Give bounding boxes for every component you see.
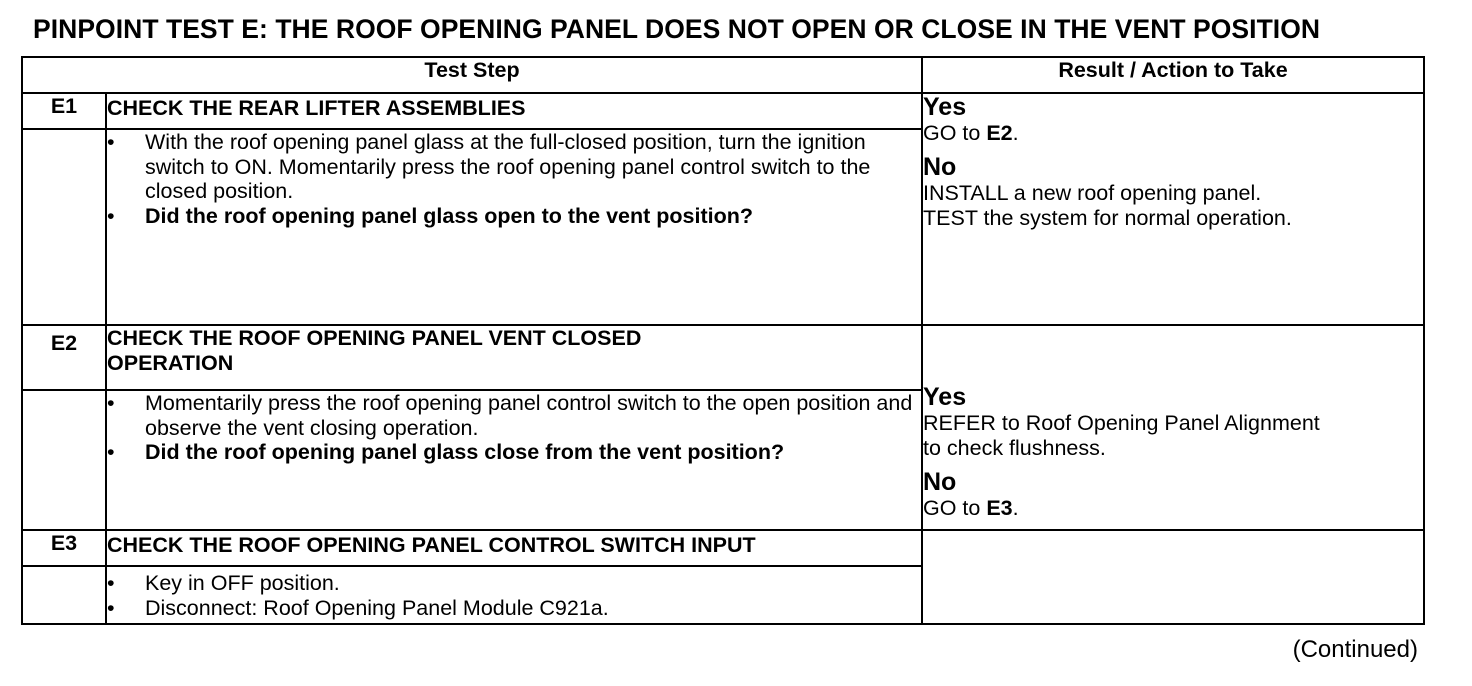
bullet-item: • Did the roof opening panel glass close from the vent position? [107,440,785,464]
step-detail [106,390,922,530]
yes-action-line-1: REFER to Roof Opening Panel Alignment [923,411,1320,435]
step-ref: E3 [986,496,1013,520]
no-action-line-1: INSTALL a new roof opening panel. [923,181,1262,205]
no-action-line-2: TEST the system for normal operation. [923,206,1292,230]
no-label: No [923,153,957,181]
pinpoint-test-table [21,56,1425,625]
step-ref: E2 [986,121,1013,145]
step-id-blank [22,129,106,325]
test-step-header: Test Step [22,57,922,93]
result-header: Result / Action to Take [922,57,1424,93]
yes-action-line-2: to check flushness. [923,436,1106,460]
step-id: E1 [22,93,106,129]
step-e2-title-row [22,325,1424,390]
step-id: E3 [22,530,106,566]
step-detail [106,129,922,325]
yes-label: Yes [923,93,967,121]
step-title: CHECK THE REAR LIFTER ASSEMBLIES [106,93,922,129]
bullet-item: • Key in OFF position. [107,571,340,595]
table-header-row [22,57,1424,93]
bullet-item: • Disconnect: Roof Opening Panel Module C921a. [107,595,609,620]
step-e1-result [922,93,1424,325]
step-e3-result [922,530,1424,624]
step-e2-result [922,325,1424,530]
page-title: PINPOINT TEST E: THE ROOF OPENING PANEL DOES NOT OPEN OR CLOSE IN THE VENT POSITION [33,14,1321,44]
no-action: GO to E3. [923,496,1019,520]
step-title: CHECK THE ROOF OPENING PANEL VENT CLOSED OPERATION [106,325,922,390]
step-detail [106,566,922,624]
no-label: No [923,468,957,496]
bullet-item: • Did the roof opening panel glass open to the vent position? [107,203,753,228]
yes-action: GO to E2. [923,121,1019,145]
step-id-blank [22,390,106,530]
yes-label: Yes [923,383,967,411]
step-e1-title-row [22,93,1424,129]
step-title: CHECK THE ROOF OPENING PANEL CONTROL SWITCH INPUT [106,530,922,566]
step-e3-title-row [22,530,1424,566]
bullet-item: • Momentarily press the roof opening panel control switch to the open position and observe the vent closing operation. [107,391,913,440]
continued-note: (Continued) [1292,636,1418,663]
bullet-item: • With the roof opening panel glass at the full-closed position, turn the ignition switch to ON. Momentarily press the roof opening panel control switch to the closed position. [107,130,871,203]
step-id-blank [22,566,106,624]
step-id: E2 [22,325,106,390]
